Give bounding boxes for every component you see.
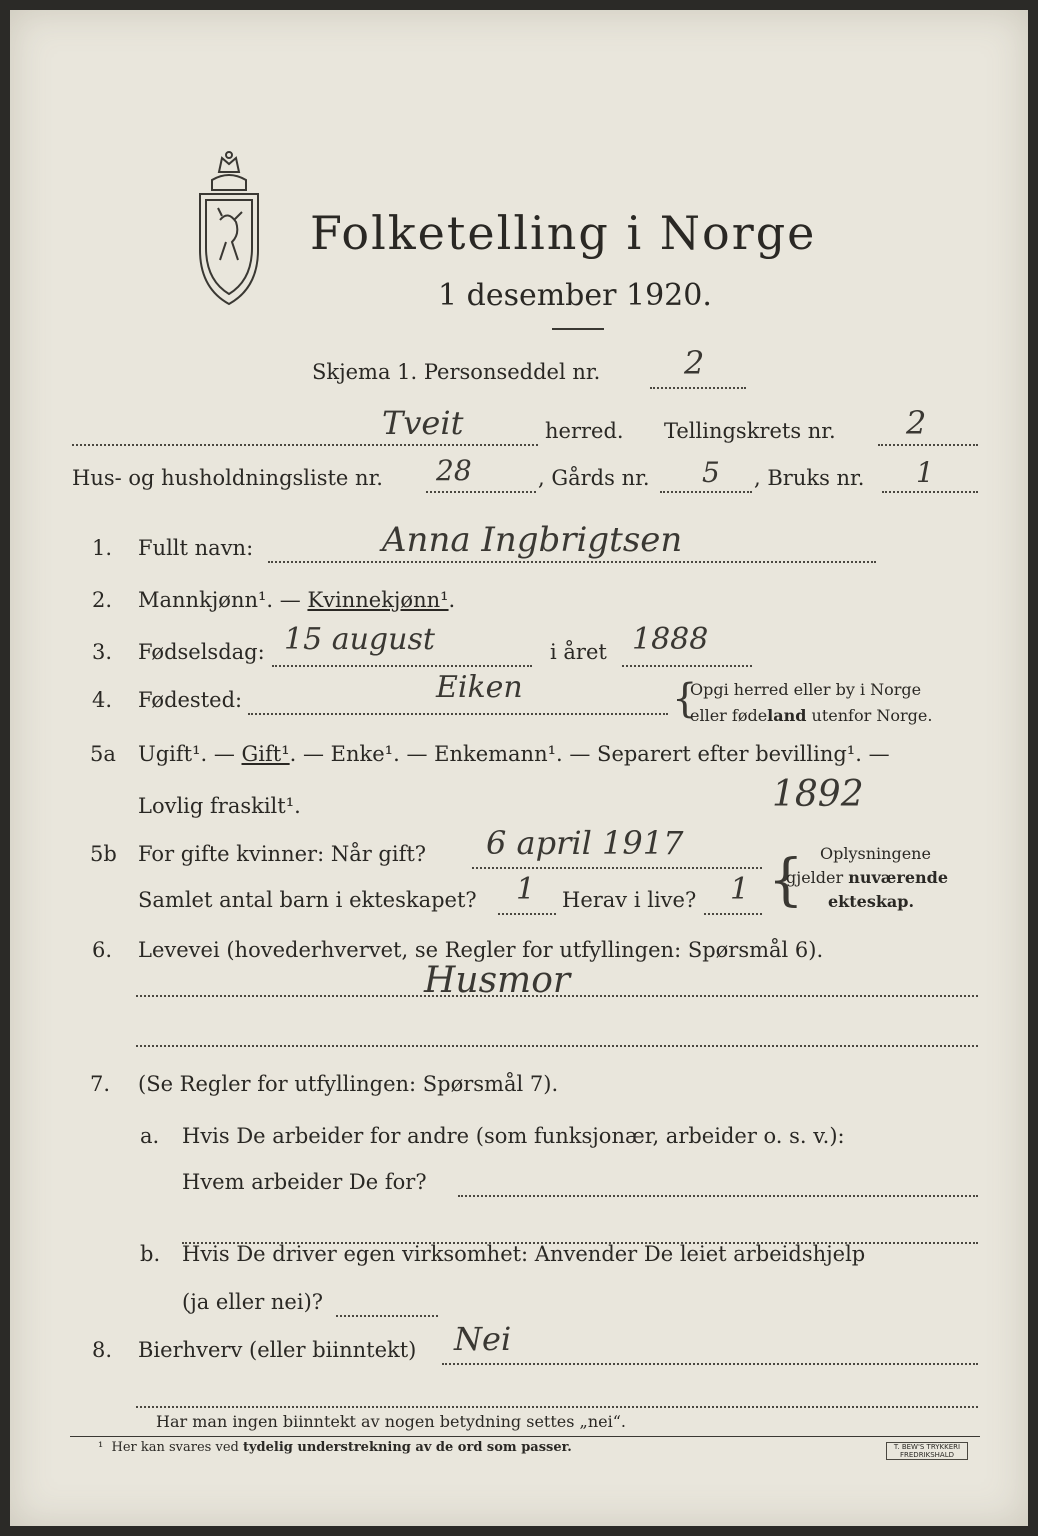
q5b-number: 5b	[90, 842, 117, 866]
q8-number: 8.	[92, 1338, 113, 1362]
birth-date-value: 15 august	[284, 622, 435, 657]
gards-field-line	[660, 491, 752, 493]
bruks-value: 1	[916, 456, 934, 489]
skjema-number: 2	[684, 344, 705, 382]
alive-value: 1	[730, 872, 750, 907]
q1-field-line	[268, 561, 876, 563]
q1-number: 1.	[92, 536, 113, 560]
footnote-mark: ¹	[98, 1440, 104, 1455]
mannkjonn-option: Mannkjønn¹. —	[138, 588, 308, 612]
form-title: Folketelling i Norge	[310, 206, 817, 260]
coat-of-arms-icon	[192, 150, 266, 310]
husholdningsliste-label: Hus- og husholdningsliste nr.	[72, 466, 383, 490]
full-name-value: Anna Ingbrigtsen	[382, 520, 683, 560]
footer-note: Har man ingen biinntekt av nogen betydning settes „nei“.	[156, 1412, 626, 1431]
census-form	[10, 10, 1028, 1526]
birthplace-value: Eiken	[436, 670, 523, 705]
q5b-note-line1: Oplysningene	[820, 844, 931, 863]
printer-stamp-line2: FREDRIKSHALD	[899, 1451, 954, 1459]
q7-number: 7.	[90, 1072, 111, 1096]
bruks-field-line	[882, 491, 978, 493]
tellingskrets-label: Tellingskrets nr.	[664, 419, 836, 443]
q5b-note-gjelder: gjelder	[786, 868, 849, 887]
bruks-label: , Bruks nr.	[754, 466, 865, 490]
q5b-note-line2	[786, 868, 948, 887]
q4-note-part-c: utenfor Norge.	[806, 706, 933, 725]
q8-field-line2	[136, 1406, 978, 1408]
q8-label: Bierhverv (eller biinntekt)	[138, 1338, 417, 1362]
herred-field-line	[72, 444, 538, 446]
q3-year-line	[622, 665, 752, 667]
q5b-brace: {	[768, 848, 804, 913]
herred-label: herred.	[545, 419, 624, 443]
q6-label: Levevei (hovederhvervet, se Regler for utfyllingen: Spørsmål 6).	[138, 938, 824, 962]
q4-note-part-a: eller føde	[690, 706, 768, 725]
q7a-field-line1	[458, 1195, 978, 1197]
q1-label: Fullt navn:	[138, 536, 254, 560]
q7b-number: b.	[140, 1242, 161, 1266]
footnote	[98, 1440, 572, 1455]
q4-note-line2	[690, 706, 932, 725]
q7a-question: Hvem arbeider De for?	[182, 1170, 427, 1194]
lovlig-fraskilt-option: Lovlig fraskilt¹.	[138, 794, 301, 818]
gift-option: Gift¹	[241, 742, 290, 766]
herred-name: Tveit	[382, 404, 464, 442]
q5a-options	[138, 742, 890, 766]
q7a-number: a.	[140, 1124, 160, 1148]
q7-label: (Se Regler for utfyllingen: Spørsmål 7).	[138, 1072, 559, 1096]
children-field-line	[498, 913, 556, 915]
q6-number: 6.	[92, 938, 113, 962]
q4-field-line	[248, 713, 668, 715]
marriage-date-value: 6 april 1917	[486, 824, 684, 862]
q3-number: 3.	[92, 640, 113, 664]
q4-note-land: land	[767, 706, 807, 725]
skjema-label: Skjema 1. Personseddel nr.	[312, 360, 601, 384]
q7b-question: (ja eller nei)?	[182, 1290, 324, 1314]
q5b-note-line3: ekteskap.	[828, 892, 915, 911]
q7b-text: Hvis De driver egen virksomhet: Anvender De leiet arbeidshjelp	[182, 1242, 866, 1266]
q3-date-line	[272, 665, 532, 667]
q7b-field-line	[336, 1315, 438, 1317]
children-label: Samlet antal barn i ekteskapet?	[138, 888, 477, 912]
ugift-option: Ugift¹. —	[138, 742, 242, 766]
footnote-emphasis: tydelig understrekning av de ord som passer.	[242, 1440, 572, 1455]
footnote-text: Her kan svares ved	[111, 1440, 243, 1455]
q5b-date-line	[472, 867, 762, 869]
q8-field-line1	[442, 1363, 978, 1365]
tellingskrets-value: 2	[906, 404, 927, 442]
form-date: 1 desember 1920.	[438, 278, 712, 313]
q4-number: 4.	[92, 688, 113, 712]
gards-value: 5	[702, 456, 720, 489]
q4-note-line1: Opgi herred eller by i Norge	[690, 680, 922, 699]
printer-stamp-line1: T. BEW'S TRYKKERI	[893, 1443, 961, 1451]
alive-field-line	[704, 913, 762, 915]
q7a-text: Hvis De arbeider for andre (som funksjonær, arbeider o. s. v.):	[182, 1124, 845, 1148]
q4-brace: {	[672, 676, 698, 722]
q2-number: 2.	[92, 588, 113, 612]
q2-period: .	[448, 588, 456, 612]
footer-divider	[70, 1436, 980, 1437]
tellingskrets-field-line	[878, 444, 978, 446]
printer-stamp	[886, 1442, 968, 1460]
q6-field-line2	[136, 1045, 978, 1047]
title-divider	[552, 328, 604, 330]
q5b-note-nuvaerende: nuværende	[848, 868, 949, 887]
q4-label: Fødested:	[138, 688, 243, 712]
marriage-year-note: 1892	[772, 774, 864, 815]
q3-label: Fødselsdag:	[138, 640, 265, 664]
bierhverv-value: Nei	[454, 1320, 512, 1358]
husholdningsliste-value: 28	[436, 454, 472, 487]
q3-year-label: i året	[550, 640, 607, 664]
gards-label: , Gårds nr.	[538, 466, 650, 490]
alive-label: Herav i live?	[562, 888, 697, 912]
birth-year-value: 1888	[632, 622, 709, 657]
husholdningsliste-field-line	[426, 491, 536, 493]
q5a-other-options: . — Enke¹. — Enkemann¹. — Separert efter bevilling¹. —	[289, 742, 890, 766]
kvinnekjonn-option: Kvinnekjønn¹	[307, 588, 449, 612]
skjema-field-line	[650, 387, 746, 389]
q6-field-line1	[136, 995, 978, 997]
q2-options	[138, 588, 455, 612]
q5b-label: For gifte kvinner: Når gift?	[138, 842, 427, 866]
children-value: 1	[516, 872, 536, 907]
q5a-number: 5a	[90, 742, 116, 766]
occupation-value: Husmor	[424, 960, 571, 1001]
